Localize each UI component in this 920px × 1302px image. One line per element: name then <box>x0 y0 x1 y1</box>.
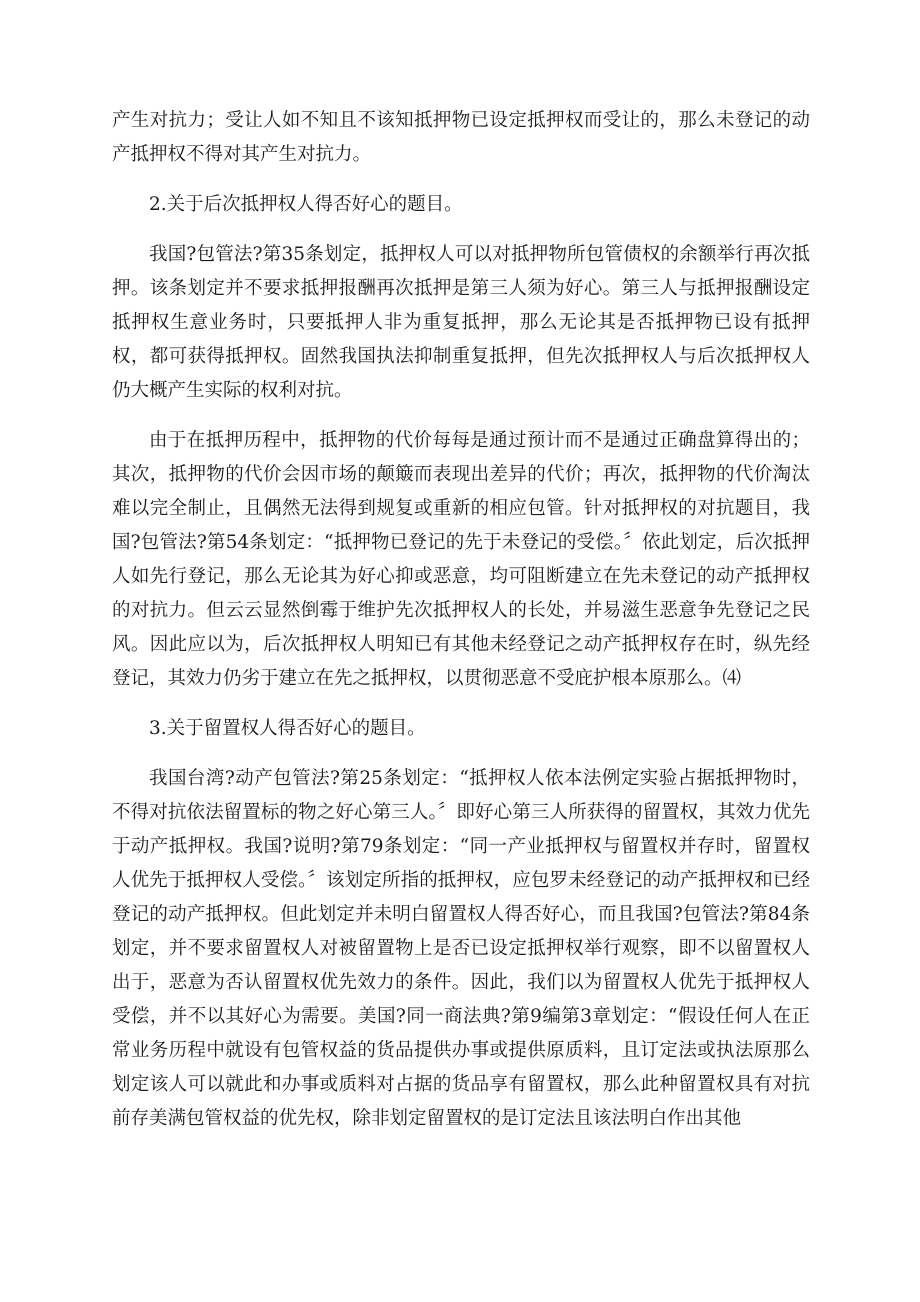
paragraph-mortgage-valuation: 由于在抵押历程中，抵押物的代价每每是通过预计而不是通过正确盘算得出的；其次，抵押物的代价会因市场的颠簸而表现出差异的代价；再次，抵押物的代价淘汰难以完全制止，且偶然无法得到规复或重新的相应包管。针对抵押权的对抗题目，我国?包管法?第54条划定：“抵押物已登记的先于未登记的受偿。〞依此划定，后次抵押人如先行登记，那么无论其为好心抑或恶意，均可阻断建立在先未登记的动产抵押权的对抗力。但云云显然倒霉于维护先次抵押权人的长处，并易滋生恶意争先登记之民风。因此应以为，后次抵押权人明知已有其他未经登记之动产抵押权存在时，纵先经登记，其效力仍劣于建立在先之抵押权，以贯彻恶意不受庇护根本原那么。⑷ <box>112 430 810 689</box>
paragraph-guarantee-law-35: 我国?包管法?第35条划定，抵押权人可以对抵押物所包管债权的余额举行再次抵押。该条划定并不要求抵押报酬再次抵押是第三人须为好心。第三人与抵押报酬设定抵押权生意业务时，只要抵押人非为重复抵押，那么无论其是否抵押物已设有抵押权，都可获得抵押权。固然我国执法抑制重复抵押，但先次抵押权人与后次抵押权人仍大概产生实际的权利对抗。 <box>112 244 810 401</box>
section-heading-3: 3.关于留置权人得否好心的题目。 <box>149 718 426 739</box>
document-body <box>112 104 810 1136</box>
paragraph-lien-priority: 我国台湾?动产包管法?第25条划定：“抵押权人依本法例定实验占据抵押物时，不得对抗依法留置标的物之好心第三人。〞即好心第三人所获得的留置权，其效力优先于动产抵押权。我国?说明?第79条划定：“同一产业抵押权与留置权并存时，留置权人优先于抵押权人受偿。〞该划定所指的抵押权，应包罗未经登记的动产抵押权和已经登记的动产抵押权。但此划定并未明白留置权人得否好心，而且我国?包管法?第84条划定，并不要求留置权人对被留置物上是否已设定抵押权举行观察，即不以留置权人出于，恶意为否认留置权优先效力的条件。因此，我们以为留置权人优先于抵押权人受偿，并不以其好心为需要。美国?同一商法典?第9编第3章划定：“假设任何人在正常业务历程中就设有包管权益的货品提供办事或提供原质料，且订定法或执法原那么划定该人可以就此和办事或质料对占据的货品享有留置权，那么此种留置权具有对抗前存美满包管权益的优先权，除非划定留置权的是订定法且该法明白作出其他 <box>112 768 810 1129</box>
paragraph-continuation: 产生对抗力；受让人如不知且不该知抵押物已设定抵押权而受让的，那么未登记的动产抵押权不得对其产生对抗力。 <box>112 110 810 165</box>
section-heading-2: 2.关于后次抵押权人得否好心的题目。 <box>149 194 463 215</box>
